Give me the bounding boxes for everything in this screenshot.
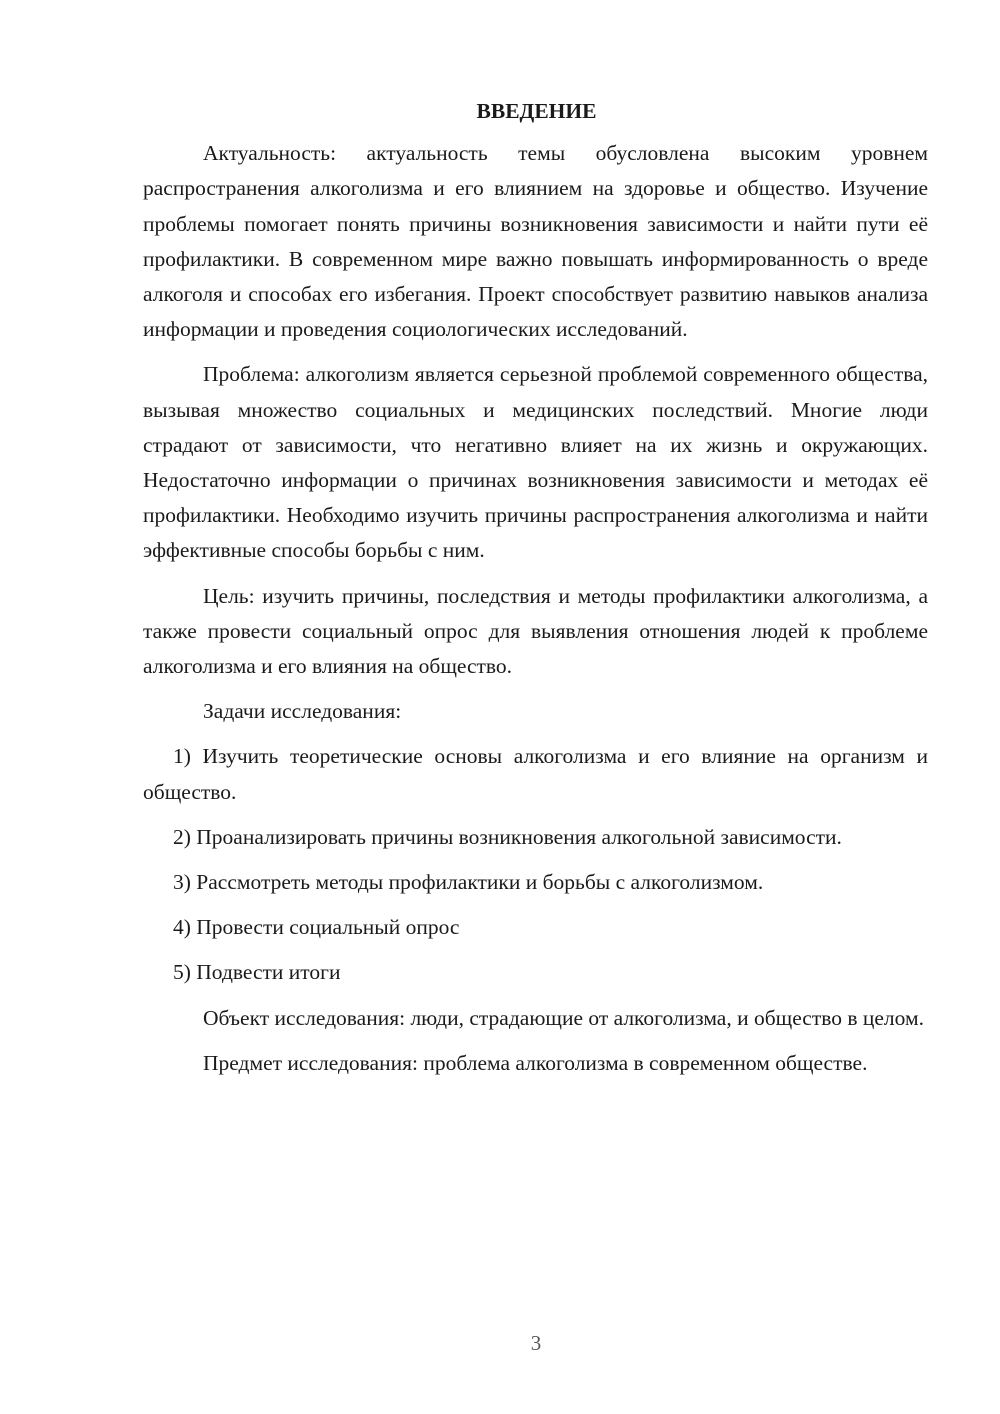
page-title: ВВЕДЕНИЕ bbox=[476, 99, 597, 123]
task-item: 4) Провести социальный опрос bbox=[173, 915, 460, 940]
document-page bbox=[143, 94, 928, 1091]
task-item: 5) Подвести итоги bbox=[173, 960, 341, 985]
task-item: 1) Изучить теоретические основы алкоголизма и его влияние на организм и общество. bbox=[143, 744, 928, 804]
task-item: 2) Проанализировать причины возникновения алкогольной зависимости. bbox=[173, 824, 842, 849]
goal-paragraph: Цель: изучить причины, последствия и методы профилактики алкоголизма, а также провести социальный опрос для выявления отношения людей к проблеме алкоголизма и его влияния на общество. bbox=[143, 583, 928, 679]
tasks-list bbox=[143, 739, 928, 990]
subject-paragraph: Предмет исследования: проблема алкоголизма в современном обществе. bbox=[203, 1050, 868, 1075]
relevance-paragraph: Актуальность: актуальность темы обусловлена высоким уровнем распространения алкоголизма и его влиянием на здоровье и общество. Изучение проблемы помогает понять причины возникновения зависимости и найти пути её профилактики. В современном мире важно повышать информированность о вреде алкоголя и способах его избегания. Проект способствует развитию навыков анализа информации и проведения социологических исследований. bbox=[143, 141, 928, 342]
tasks-heading: Задачи исследования: bbox=[203, 699, 402, 724]
task-item: 3) Рассмотреть методы профилактики и борьбы с алкоголизмом. bbox=[173, 870, 764, 895]
object-paragraph: Объект исследования: люди, страдающие от алкоголизма, и общество в целом. bbox=[203, 1005, 924, 1030]
problem-paragraph: Проблема: алкоголизм является серьезной проблемой современного общества, вызывая множество социальных и медицинских последствий. Многие люди страдают от зависимости, что негативно влияет на их жизнь и окружающих. Недостаточно информации о причинах возникновения зависимости и методах её профилактики. Необходимо изучить причины распространения алкоголизма и найти эффективные способы борьбы с ним. bbox=[143, 362, 928, 563]
page-number: 3 bbox=[530, 1331, 542, 1355]
